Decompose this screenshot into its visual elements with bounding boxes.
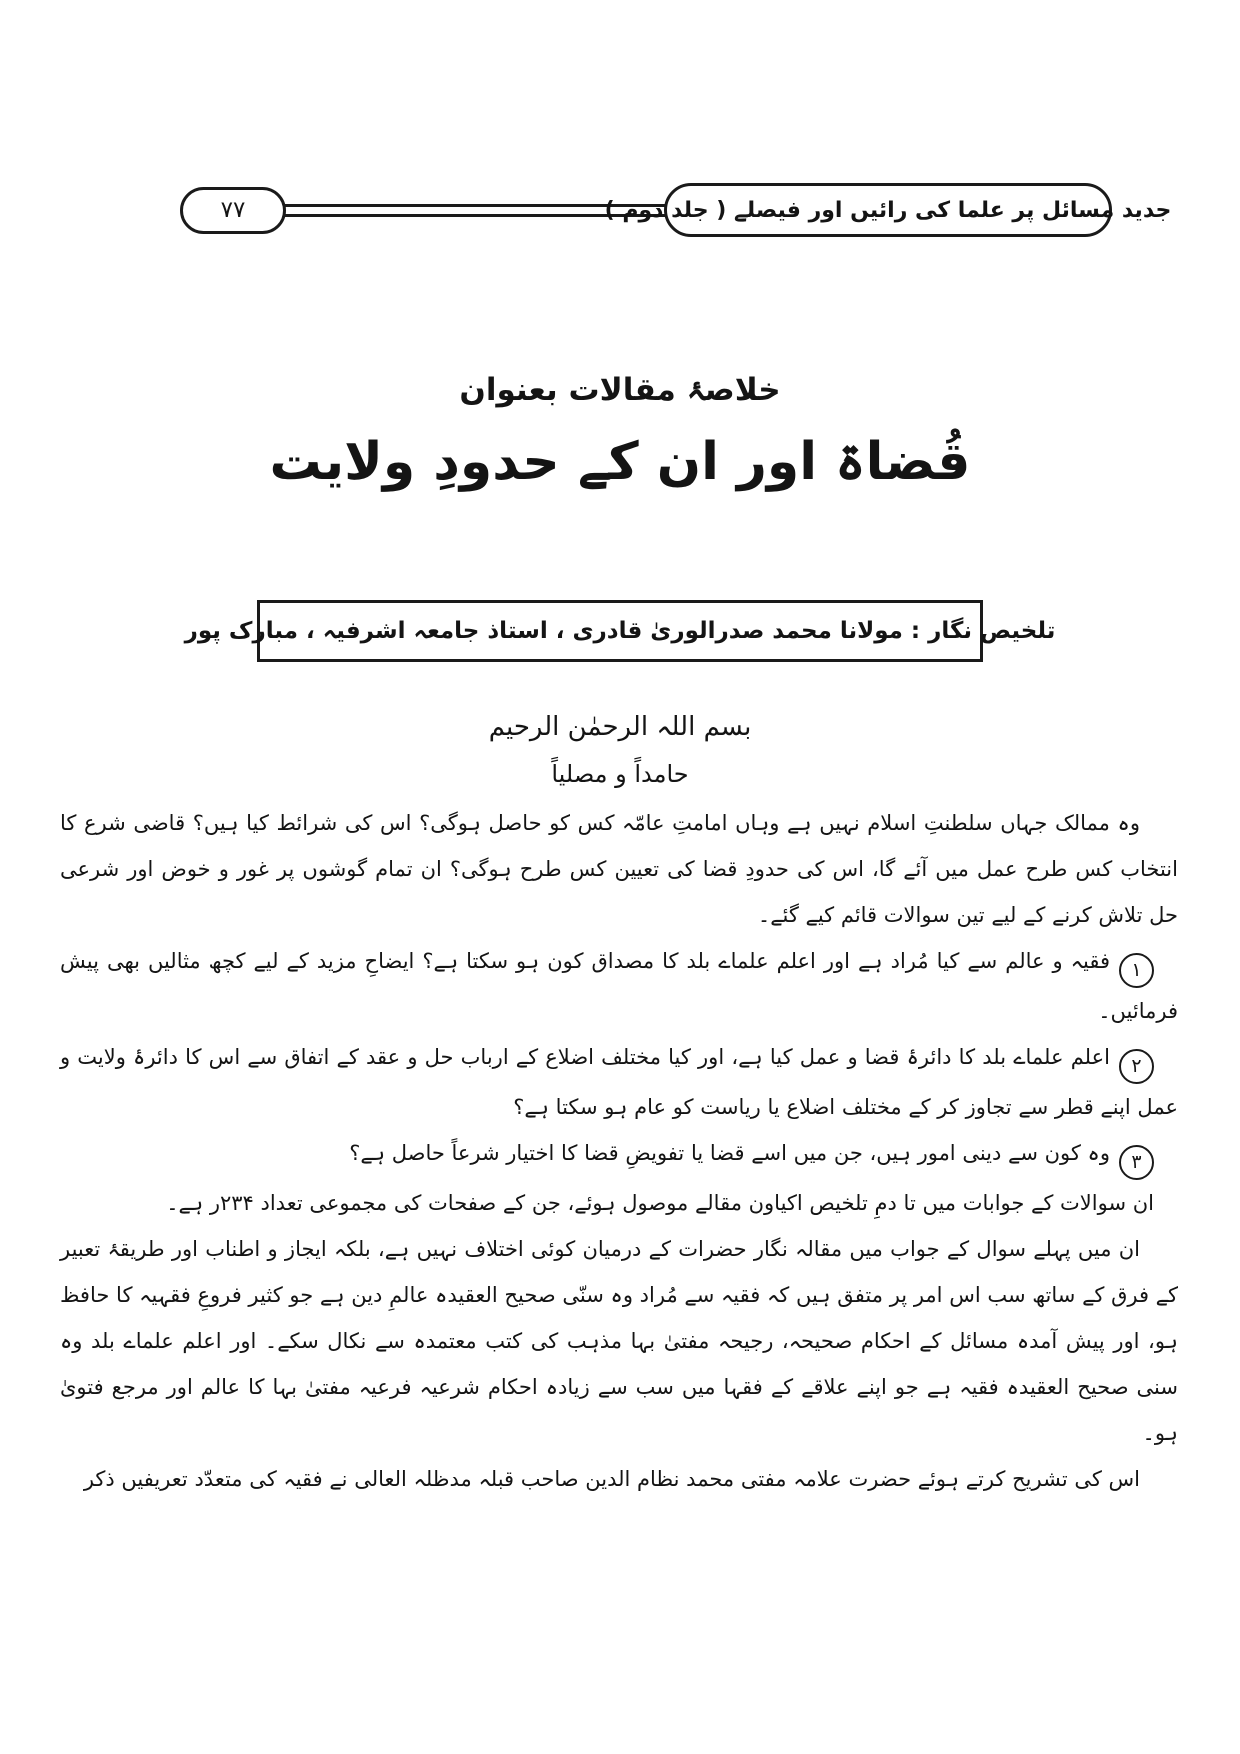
body-text	[60, 800, 1178, 1502]
running-head	[0, 183, 1240, 237]
question-item-1	[60, 938, 1178, 1034]
hamd-line: حامداً و مصلیاً	[551, 760, 689, 788]
question-item-2	[60, 1034, 1178, 1130]
intro-paragraph: وہ ممالک جہاں سلطنتِ اسلام نہیں ہے وہاں امامتِ عامّہ کس کو حاصل ہوگی؟ اس کی شرائط کیا ہیں؟ قاضی شرع کا انتخاب کس طرح عمل میں آئے گا، اس کی حدودِ قضا کی تعیین کس طرح ہوگی؟ ان تمام گوشوں پر غور و خوض اور شرعی حل تلاش کرنے کے لیے تین سوالات قائم کیے گئے۔	[60, 811, 1178, 927]
page-title: قُضاۃ اور ان کے حدودِ ولایت	[269, 432, 971, 492]
question-number-badge-3: ۳	[1119, 1145, 1154, 1180]
page-number-badge: ۷۷	[180, 187, 286, 234]
question-item-3	[60, 1130, 1178, 1180]
consensus-paragraph: ان میں پہلے سوال کے جواب میں مقالہ نگار حضرات کے درمیان کوئی اختلاف نہیں ہے، بلکہ ایجاز و اطناب اور طریقۂ تعبیر کے فرق کے ساتھ سب اس امر پر متفق ہیں کہ فقیہ سے مُراد وہ سنّی صحیح العقیدہ عالمِ دین ہے جو کثیر فروعِ فقہیہ کا حافظ ہو، اور پیش آمدہ مسائل کے احکام صحیحہ، رجیحہ مفتیٰ بہا مذہب کی کتب معتمدہ سے نکال سکے۔ اور اعلم علماے بلد وہ سنی صحیح العقیدہ فقیہ ہے جو اپنے علاقے کے فقہا میں سب سے زیادہ احکام شرعیہ فرعیہ مفتیٰ بہا کا عالم اور مرجع فتویٰ ہو۔	[60, 1237, 1178, 1445]
question-number-badge-1: ۱	[1119, 953, 1154, 988]
question-text-1: فقیہ و عالم سے کیا مُراد ہے اور اعلم علماے بلد کا مصداق کون ہو سکتا ہے؟ ایضاحِ مزید کے لیے کچھ مثالیں بھی پیش فرمائیں۔	[60, 949, 1178, 1023]
question-number-badge-2: ۲	[1119, 1049, 1154, 1084]
question-text-2: اعلم علماے بلد کا دائرۂ قضا و عمل کیا ہے، اور کیا مختلف اضلاع کے ارباب حل و عقد کے اتفاق سے اس کا دائرۂ ولایت و عمل اپنے قطر سے تجاوز کر کے مختلف اضلاع یا ریاست کو عام ہو سکتا ہے؟	[60, 1045, 1178, 1119]
question-text-3: وہ کون سے دینی امور ہیں، جن میں اسے قضا یا تفویضِ قضا کا اختیار شرعاً حاصل ہے؟	[349, 1141, 1110, 1165]
bismillah-line: بسم اللہ الرحمٰن الرحیم	[488, 712, 752, 742]
section-kicker: خلاصۂ مقالات بعنوان	[459, 372, 781, 408]
byline-box: تلخیص نگار : مولانا محمد صدرالوریٰ قادری ، استاذ جامعہ اشرفیہ ، مبارک پور	[257, 600, 983, 662]
responses-paragraph: ان سوالات کے جوابات میں تا دمِ تلخیص اکیاون مقالے موصول ہوئے، جن کے صفحات کی مجموعی تعداد ۲۳۴ر ہے۔	[166, 1191, 1154, 1215]
closing-paragraph: اس کی تشریح کرتے ہوئے حضرت علامہ مفتی محمد نظام الدین صاحب قبلہ مدظلہ العالی نے فقیہ کی متعدّد تعریفیں ذکر	[83, 1467, 1140, 1491]
book-title-badge: جدید مسائل پر علما کی رائیں اور فیصلے ( جلد دوم )	[664, 183, 1112, 237]
